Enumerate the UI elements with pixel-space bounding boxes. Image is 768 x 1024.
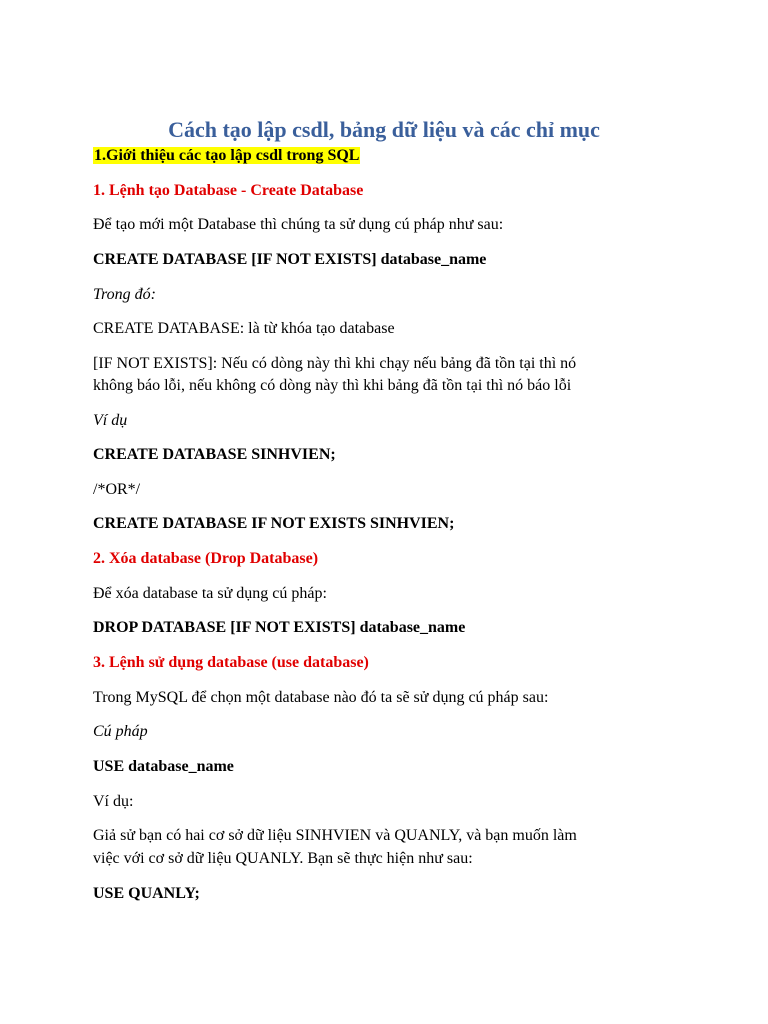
section3-example-text-line2: việc với cơ sở dữ liệu QUANLY. Bạn sẽ thực hiện như sau: bbox=[93, 850, 473, 867]
document-title: Cách tạo lập csdl, bảng dữ liệu và các chỉ mục bbox=[168, 117, 600, 142]
example-create-if-not-exists: CREATE DATABASE IF NOT EXISTS SINHVIEN; bbox=[93, 515, 455, 532]
section3-syntax: USE database_name bbox=[93, 758, 234, 775]
intro-heading bbox=[93, 146, 360, 166]
highlighted-intro-heading: 1.Giới thiệu các tạo lập csdl trong SQL bbox=[94, 147, 360, 164]
section3-example-label: Ví dụ: bbox=[93, 793, 134, 810]
definition-create-database: CREATE DATABASE: là từ khóa tạo database bbox=[93, 320, 395, 337]
definition-if-not-exists-line2: không báo lỗi, nếu không có dòng này thì khi bảng đã tồn tại thì nó báo lỗi bbox=[93, 377, 572, 394]
section1-syntax: CREATE DATABASE [IF NOT EXISTS] database_name bbox=[93, 251, 487, 268]
section2-syntax: DROP DATABASE [IF NOT EXISTS] database_name bbox=[93, 619, 466, 636]
example-create-sinhvien: CREATE DATABASE SINHVIEN; bbox=[93, 446, 336, 463]
section2-heading: 2. Xóa database (Drop Database) bbox=[93, 550, 319, 567]
where-label: Trong đó: bbox=[93, 286, 156, 303]
syntax-label: Cú pháp bbox=[93, 723, 148, 740]
or-comment: /*OR*/ bbox=[93, 481, 141, 498]
section1-heading: 1. Lệnh tạo Database - Create Database bbox=[93, 182, 364, 199]
section3-text: Trong MySQL để chọn một database nào đó ta sẽ sử dụng cú pháp sau: bbox=[93, 689, 549, 706]
section3-example-text-line1: Giả sử bạn có hai cơ sở dữ liệu SINHVIEN và QUANLY, và bạn muốn làm bbox=[93, 827, 577, 844]
example-label: Ví dụ bbox=[93, 412, 128, 429]
section1-text: Để tạo mới một Database thì chúng ta sử dụng cú pháp như sau: bbox=[93, 216, 504, 233]
section3-heading: 3. Lệnh sử dụng database (use database) bbox=[93, 654, 369, 671]
section2-text: Để xóa database ta sử dụng cú pháp: bbox=[93, 585, 327, 602]
definition-if-not-exists-line1: [IF NOT EXISTS]: Nếu có dòng này thì khi chạy nếu bảng đã tồn tại thì nó bbox=[93, 355, 577, 372]
section3-example-code: USE QUANLY; bbox=[93, 885, 200, 902]
